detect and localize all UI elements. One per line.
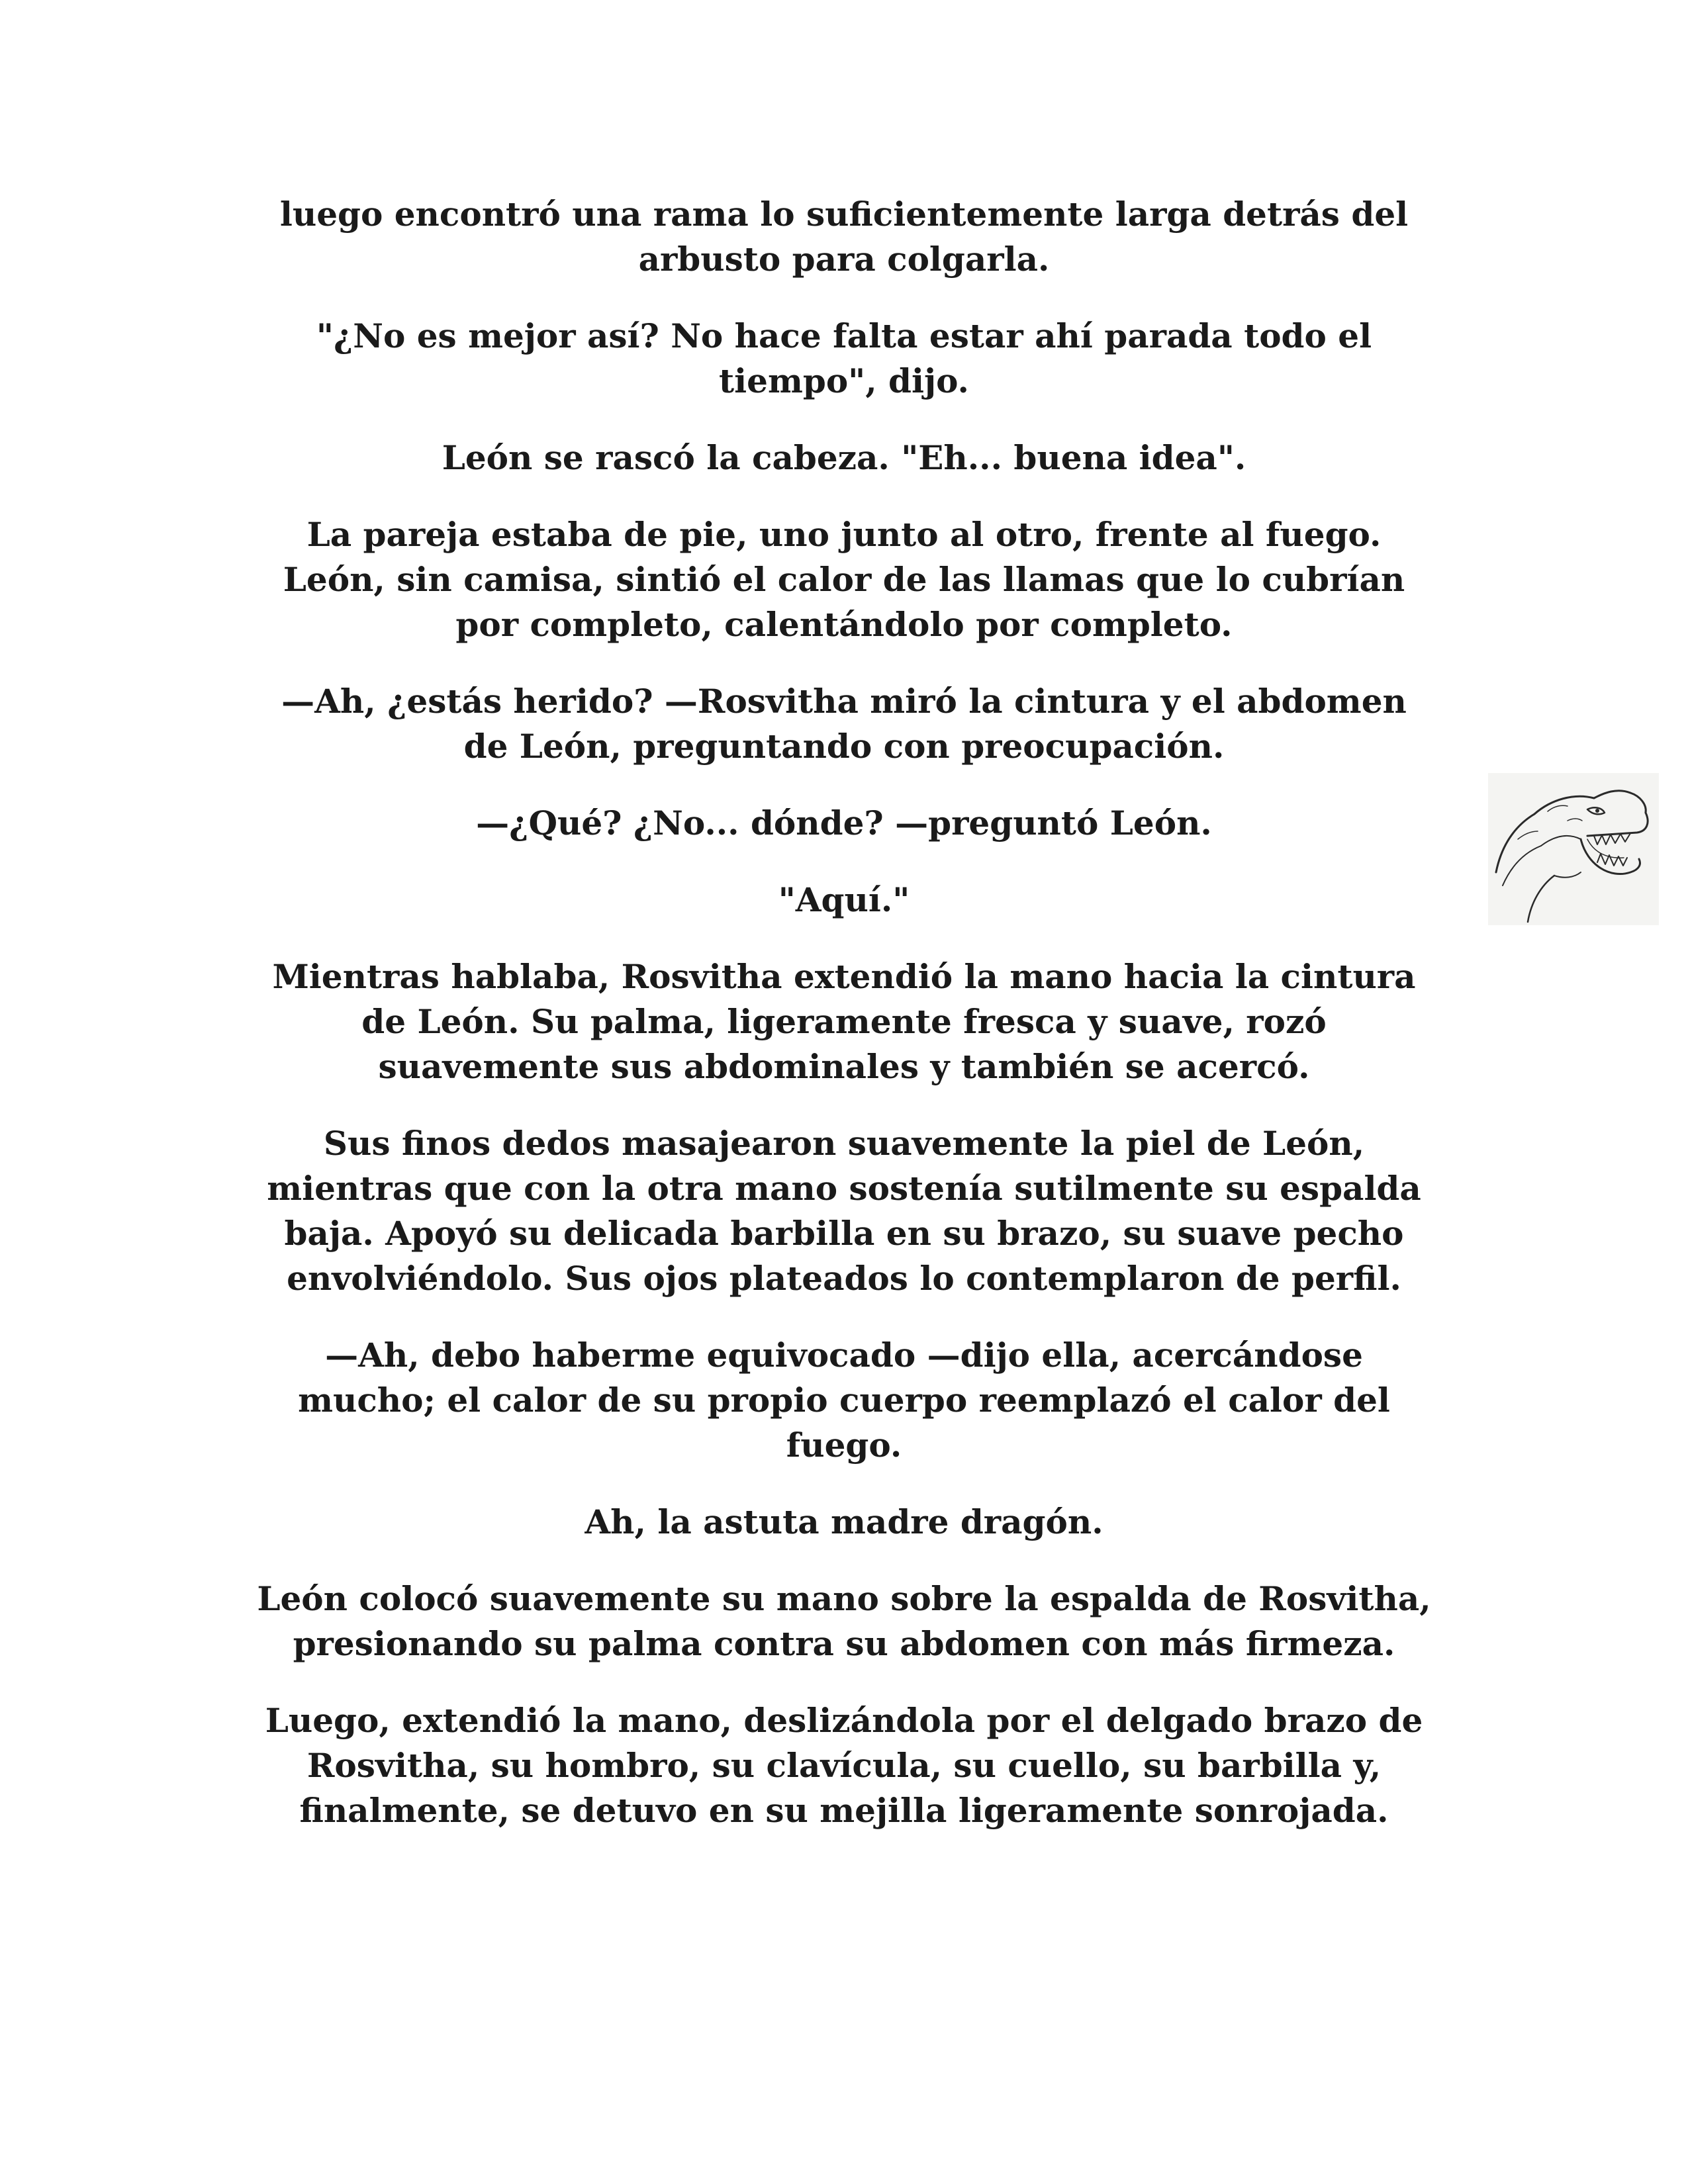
paragraph: [218, 435, 1470, 480]
text-line: arbusto para colgarla.: [638, 240, 1050, 279]
text-line: —¿Qué? ¿No... dónde? —preguntó León.: [476, 803, 1212, 842]
text-line: Luego, extendió la mano, deslizándola por el delgado brazo de: [265, 1701, 1423, 1740]
text-line: de León, preguntando con preocupación.: [463, 727, 1225, 766]
text-line: tiempo", dijo.: [719, 361, 969, 400]
paragraph: [218, 878, 1470, 923]
text-line: Sus finos dedos masajearon suavemente la piel de León,: [323, 1124, 1365, 1163]
text-line: León colocó suavemente su mano sobre la espalda de Rosvitha,: [257, 1579, 1431, 1618]
text-line: —Ah, debo haberme equivocado —dijo ella, acercándose: [325, 1336, 1363, 1375]
text-line: luego encontró una rama lo suficientemente larga detrás del: [279, 195, 1409, 234]
paragraph: [218, 801, 1470, 846]
text-line: Rosvitha, su hombro, su clavícula, su cuello, su barbilla y,: [306, 1746, 1382, 1785]
text-line: presionando su palma contra su abdomen con más firmeza.: [293, 1624, 1395, 1663]
paragraph: [218, 314, 1470, 404]
paragraph: [218, 1576, 1470, 1666]
text-line: suavemente sus abdominales y también se acercó.: [378, 1047, 1310, 1086]
text-line: fuego.: [786, 1426, 902, 1465]
text-line: "Aquí.": [778, 880, 910, 919]
text-line: finalmente, se detuvo en su mejilla ligeramente sonrojada.: [299, 1791, 1389, 1830]
text-line: "¿No es mejor así? No hace falta estar ahí parada todo el: [316, 316, 1372, 355]
text-line: León se rascó la cabeza. "Eh... buena idea".: [442, 438, 1246, 477]
body-text: [218, 192, 1470, 1865]
paragraph: [218, 1333, 1470, 1468]
paragraph: [218, 679, 1470, 769]
text-line: baja. Apoyó su delicada barbilla en su brazo, su suave pecho: [284, 1214, 1404, 1253]
dragon-head-sketch-icon: [1488, 773, 1659, 925]
paragraph: [218, 954, 1470, 1089]
text-line: Ah, la astuta madre dragón.: [585, 1502, 1103, 1541]
text-line: León, sin camisa, sintió el calor de las llamas que lo cubrían: [283, 560, 1405, 599]
text-line: por completo, calentándolo por completo.: [455, 605, 1233, 644]
text-line: Mientras hablaba, Rosvitha extendió la mano hacia la cintura: [272, 957, 1416, 996]
paragraph: [218, 192, 1470, 282]
paragraph: [218, 512, 1470, 647]
text-line: de León. Su palma, ligeramente fresca y suave, rozó: [361, 1002, 1327, 1041]
text-line: mientras que con la otra mano sostenía sutilmente su espalda: [267, 1169, 1421, 1208]
paragraph: [218, 1698, 1470, 1833]
paragraph: [218, 1500, 1470, 1545]
text-line: La pareja estaba de pie, uno junto al otro, frente al fuego.: [306, 515, 1382, 554]
text-line: mucho; el calor de su propio cuerpo reemplazó el calor del: [298, 1381, 1390, 1420]
text-line: —Ah, ¿estás herido? —Rosvitha miró la cintura y el abdomen: [281, 682, 1407, 721]
paragraph: [218, 1121, 1470, 1301]
text-line: envolviéndolo. Sus ojos plateados lo contemplaron de perfil.: [287, 1259, 1401, 1298]
